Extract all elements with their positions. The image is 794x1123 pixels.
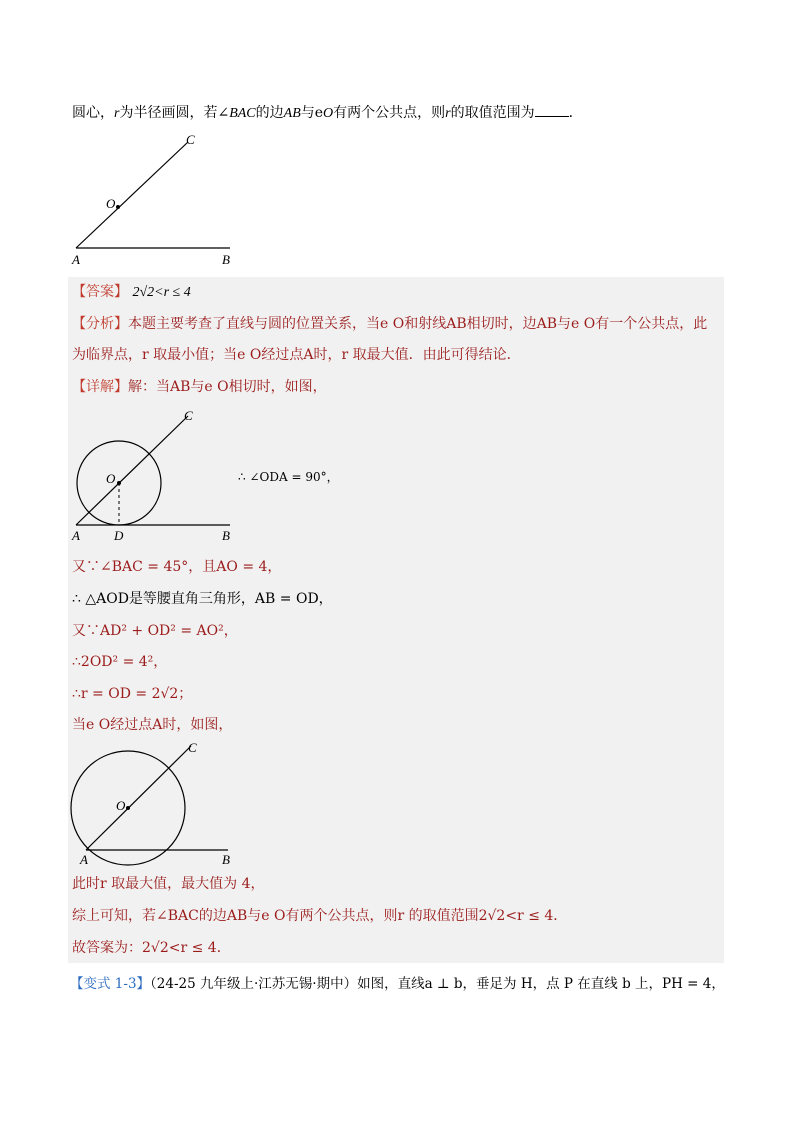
detail-line-8: 此时r 取最大值，最大值为 4， [72,876,265,892]
detail-line-10: 故答案为：2√2<r ≤ 4． [72,940,231,956]
analysis-tag: 【分析】 [72,316,128,332]
detail-line-9: 综上可知，若∠BAC的边AB与e O有两个公共点，则r 的取值范围2√2<r ≤ 4． [72,908,568,924]
label-o: O [106,471,116,486]
detail-line-6: ∴r = OD = 2√2； [72,686,193,702]
label-b: B [222,852,230,867]
question-line: 圆心，r为半径画圆，若∠BAC的边AB与eO有两个公共点，则r的取值范围为 ． [72,102,583,124]
figure-angle-bac [66,128,246,268]
label-c: C [184,408,193,423]
label-c: C [188,740,197,755]
variant-line [70,974,725,994]
detail-line-7: 当e O经过点A时，如图， [72,717,233,733]
answer-blank [535,102,569,117]
variant-source: （24-25 九年级上·江苏无锡·期中） [150,976,358,992]
label-b: B [222,252,230,267]
label-a: A [72,528,80,543]
detail-line-4: 又∵AD² + OD² = AO²， [72,623,238,639]
label-a: A [80,852,88,867]
variant-tag: 【变式 1-3】 [70,976,151,992]
label-b: B [222,528,230,543]
detail-line-3: ∴ △AOD是等腰直角三角形，AB = OD， [72,591,333,607]
detail-line-2: 又∵∠BAC = 45°，且AO = 4， [72,559,282,575]
label-a: A [72,252,80,267]
label-c: C [186,132,195,147]
answer-value: 2√2<r ≤ 4 [132,285,191,300]
figure-tangent-case [66,404,246,544]
answer-line [72,282,191,303]
angle-note: ∴ ∠ODA = 90°， [238,470,339,484]
answer-tag: 【答案】 [72,284,128,300]
analysis-line-1: 【分析】本题主要考查了直线与圆的位置关系，当e O和射线AB相切时，边AB与e O有一个公共点，此 [72,316,708,332]
variant-text: 如图，直线a ⊥ b，垂足为 H，点 P 在直线 b 上，PH = 4， [357,976,725,992]
detail-tag: 【详解】 [72,379,128,395]
analysis-line-2: 为临界点，r 取最小值；当e O经过点A时，r 取最大值．由此可得结论． [72,347,521,363]
label-o: O [106,196,116,211]
figure-through-a-case [66,738,246,868]
detail-line-5: ∴2OD² = 4²， [72,654,168,670]
detail-line-1: 【详解】解：当AB与e O相切时，如图， [72,379,327,395]
label-d: D [114,528,124,543]
label-o: O [116,798,126,813]
